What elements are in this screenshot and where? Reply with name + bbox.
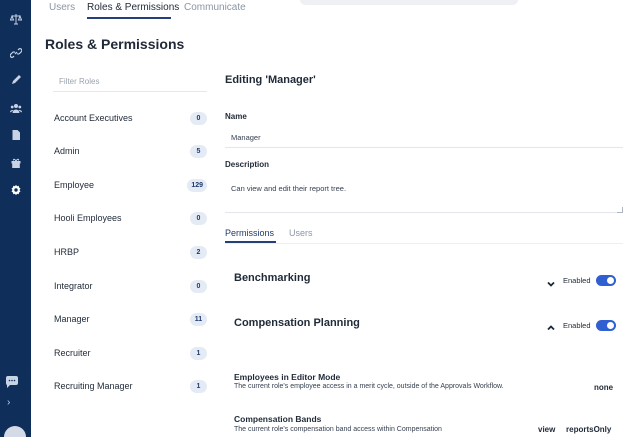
role-count-badge: 1 — [190, 380, 207, 393]
scale-icon[interactable] — [0, 10, 31, 28]
role-item[interactable] — [53, 140, 209, 164]
textarea-resize-handle[interactable] — [617, 207, 623, 213]
role-item[interactable] — [53, 275, 209, 299]
role-item[interactable] — [53, 342, 209, 366]
role-name: Admin — [54, 146, 80, 156]
tab-roles-permissions[interactable]: Roles & Permissions — [87, 2, 180, 13]
role-item[interactable] — [53, 241, 209, 265]
role-name: Account Executives — [54, 113, 133, 123]
role-count-badge: 0 — [190, 212, 207, 225]
permission-value[interactable]: reportsOnly — [566, 425, 612, 434]
role-count-badge: 0 — [190, 280, 207, 293]
role-name: Integrator — [54, 281, 93, 291]
role-count-badge: 5 — [190, 145, 207, 158]
chevron-down-icon[interactable] — [546, 276, 556, 286]
permission-description: The current role's compensation band access within Compensation — [234, 426, 442, 433]
name-input[interactable]: Manager — [225, 128, 623, 148]
page-title: Roles & Permissions — [45, 36, 185, 52]
tab-users-sub[interactable]: Users — [289, 228, 313, 238]
document-icon[interactable] — [0, 126, 31, 144]
subtab-divider — [225, 243, 623, 244]
toggle-knob — [607, 322, 614, 329]
role-name: Recruiter — [54, 348, 91, 358]
role-item[interactable] — [53, 375, 209, 399]
section-status: Enabled — [563, 276, 591, 285]
tab-permissions[interactable]: Permissions — [225, 228, 275, 238]
permission-name: Employees in Editor Mode — [234, 372, 341, 382]
permission-description: The current role's employee access in a merit cycle, outside of the Approvals Workflow. — [234, 383, 504, 390]
section-benchmarking-title: Benchmarking — [234, 272, 311, 284]
gift-icon[interactable] — [0, 154, 31, 172]
benchmarking-toggle[interactable] — [596, 275, 616, 286]
role-count-badge: 2 — [190, 246, 207, 259]
pencil-icon[interactable] — [0, 71, 31, 89]
chevron-up-icon[interactable] — [546, 320, 556, 330]
role-count-badge: 129 — [187, 179, 207, 192]
role-count-badge: 11 — [190, 313, 207, 326]
avatar[interactable] — [4, 426, 26, 437]
role-name: Employee — [54, 180, 95, 190]
description-textarea[interactable]: Can view and edit their report tree. — [225, 176, 623, 213]
role-item-selected[interactable] — [53, 308, 209, 332]
section-status: Enabled — [563, 321, 591, 330]
role-count-badge: 1 — [190, 347, 207, 360]
editor-title: Editing 'Manager' — [225, 74, 316, 86]
link-icon[interactable] — [0, 44, 31, 62]
section-compensation-title: Compensation Planning — [234, 317, 360, 329]
name-label: Name — [225, 112, 247, 121]
people-icon[interactable] — [0, 99, 31, 117]
chat-icon[interactable] — [5, 375, 19, 387]
left-nav-rail — [0, 0, 31, 437]
role-item[interactable] — [53, 107, 209, 131]
permission-value[interactable]: view — [538, 425, 556, 434]
filter-roles-input[interactable] — [53, 72, 207, 92]
role-name: Hooli Employees — [54, 213, 122, 223]
expand-chevron-icon[interactable]: › — [7, 397, 11, 408]
description-label: Description — [225, 160, 270, 169]
header-shadow — [300, 0, 518, 5]
permission-name: Compensation Bands — [234, 414, 322, 424]
tab-communicate[interactable]: Communicate — [184, 2, 246, 13]
permission-value[interactable]: none — [594, 383, 614, 392]
gear-icon[interactable] — [0, 181, 31, 199]
tab-users[interactable]: Users — [49, 2, 76, 13]
role-count-badge: 0 — [190, 112, 207, 125]
role-name: HRBP — [54, 247, 80, 257]
role-name: Recruiting Manager — [54, 381, 133, 391]
role-item[interactable] — [53, 174, 209, 198]
toggle-knob — [607, 277, 614, 284]
active-tab-indicator — [87, 17, 171, 19]
role-item[interactable] — [53, 207, 209, 231]
active-subtab-indicator — [225, 241, 276, 243]
role-name: Manager — [54, 314, 90, 324]
compensation-toggle[interactable] — [596, 320, 616, 331]
